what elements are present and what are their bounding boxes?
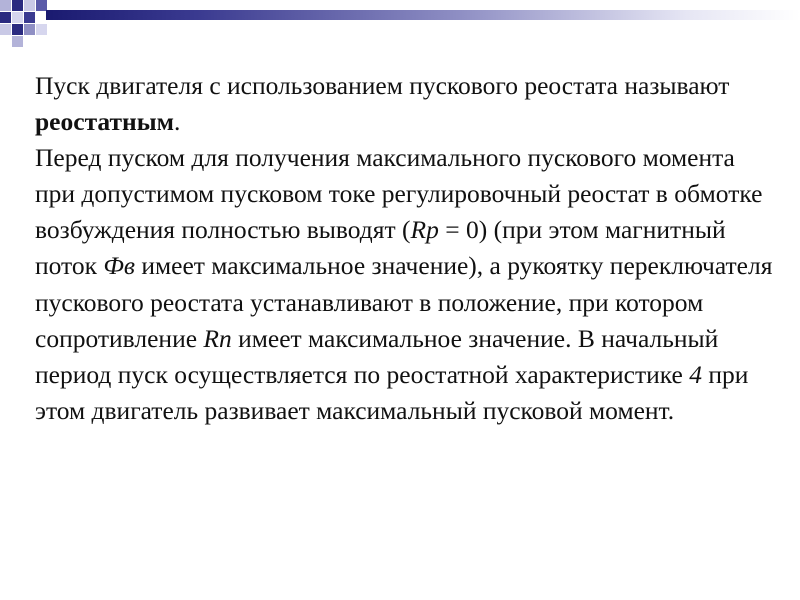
- deco-square: [24, 12, 35, 23]
- deco-square: [0, 0, 11, 11]
- bold-term: реостатным: [35, 107, 174, 137]
- text: Пуск двигателя с использованием пускового реостата называют: [35, 71, 730, 100]
- symbol-fv: Фв: [103, 251, 135, 281]
- paragraph-intro: [35, 68, 780, 140]
- deco-square: [12, 0, 23, 11]
- paragraph-procedure: [35, 140, 780, 429]
- symbol-rp: Rп: [203, 323, 232, 353]
- header-gradient-bar: [46, 10, 800, 20]
- slide-body: [35, 68, 780, 429]
- symbol-4: 4: [689, 359, 702, 389]
- deco-square: [12, 12, 23, 23]
- text: имеет максимальное значение. В начальный период пуск осуществляется по реостатной характеристике: [35, 323, 719, 389]
- deco-square: [12, 24, 23, 35]
- deco-square: [12, 36, 23, 47]
- deco-square: [36, 24, 47, 35]
- deco-square: [0, 24, 11, 35]
- corner-decoration: [0, 0, 52, 46]
- deco-square: [24, 0, 35, 11]
- text: = 0) (при этом магнитный поток: [35, 215, 726, 281]
- deco-square: [24, 24, 35, 35]
- text: имеет максимальное значение), а рукоятку переключателя пускового реостата устанавливают в положение, при котором сопротивление: [35, 251, 773, 353]
- deco-square: [0, 12, 11, 23]
- symbol-rr: Rр: [410, 215, 439, 245]
- text: Перед пуском для получения максимального пускового момента при допустимом пусковом токе регулировочный реостат в обмотке возбуждения полностью выводят (: [35, 143, 763, 245]
- text: .: [174, 107, 181, 137]
- text: при этом двигатель развивает максимальный пусковой момент.: [35, 359, 749, 425]
